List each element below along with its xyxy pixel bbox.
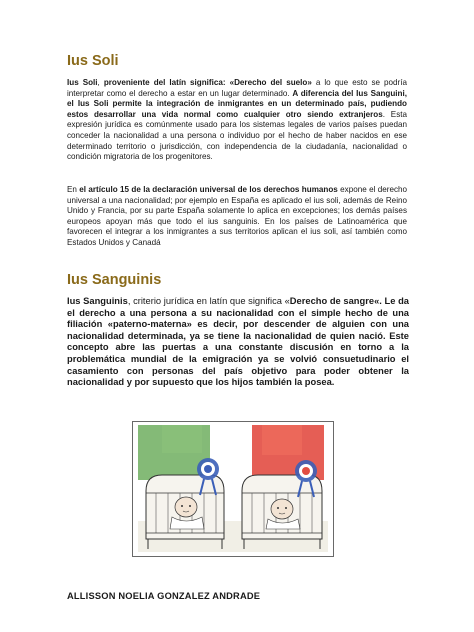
- text: «. Le da el derecho a una persona a su nacionalidad con el simple hecho de una filiación «paterno-materna» es decir, por descender de alguien con una nacionalidad determinada, ya se tiene la nacionalidad de quien nació. Este concepto abre las puertas a una constante discusión en torno a la problemática mundial de la emigración ya se volvió consuetudinario el casamiento con personas del país objetivo para poder obtener la nacionalidad y por supuesto que los hijos también la posea.: [67, 296, 409, 388]
- text-bold: Ius Soli: [67, 78, 98, 87]
- text-bold: Derecho de sangre: [289, 296, 375, 306]
- text-bold: proveniente del latín significa: «Derecho del suelo»: [103, 78, 312, 87]
- text: , criterio jurídica en latín que significa «: [127, 296, 290, 306]
- author-name: ALLISSON NOELIA GONZALEZ ANDRADE: [67, 591, 261, 601]
- left-crib: [146, 475, 224, 549]
- text-bold: Ius Sanguinis: [67, 296, 128, 306]
- text: . Esta expresión jurídica es comúnmente usado para los sistemas legales de varios países puedan conceder la nacionalidad a una persona o individuo por el hecho de haber nacidos en ese determinado territorio o jurisdicción, con independencia de la ciudadanía, nacionalidad o condición migratoria de los progenitores.: [67, 109, 407, 162]
- text: expone el derecho universal a una nacionalidad; por ejemplo en España es aplicado el ius soli, además de Reino Unido y Francia, por su parte España solamente lo aplica en excepciones; los demás países europeos apoyan más que todo el ius sanguinis. En los países de Latinoamérica que favorecen el integrar a los inmigrantes a sus territorios aplican el ius soli, así también como Estados Unidos y Canadá: [67, 185, 408, 247]
- text-bold: A diferencia del Ius Sanguini, el Ius Soli permite la integración de inmigrantes en un determinado país, pudiendo estos desarrollar una vida normal como cualquier otro siendo extranjeros: [67, 88, 407, 119]
- ius-soli-paragraph-2: [67, 185, 407, 249]
- section-title-ius-sanguinis: Ius Sanguinis: [67, 272, 162, 288]
- right-crib: [242, 475, 322, 549]
- illustration-svg: [132, 421, 334, 557]
- text: ,: [97, 78, 104, 87]
- section-title-ius-soli: Ius Soli: [67, 53, 119, 69]
- ius-soli-paragraph-1: [67, 78, 407, 163]
- babies-in-cribs-illustration: [132, 421, 334, 557]
- ius-sanguinis-paragraph: [67, 296, 409, 389]
- text: En: [67, 185, 80, 194]
- text: a lo que esto se podría interpretar como el derecho a estar en un lugar determinado.: [67, 78, 408, 98]
- text-bold: el artículo 15 de la declaración universal de los derechos humanos: [79, 185, 338, 194]
